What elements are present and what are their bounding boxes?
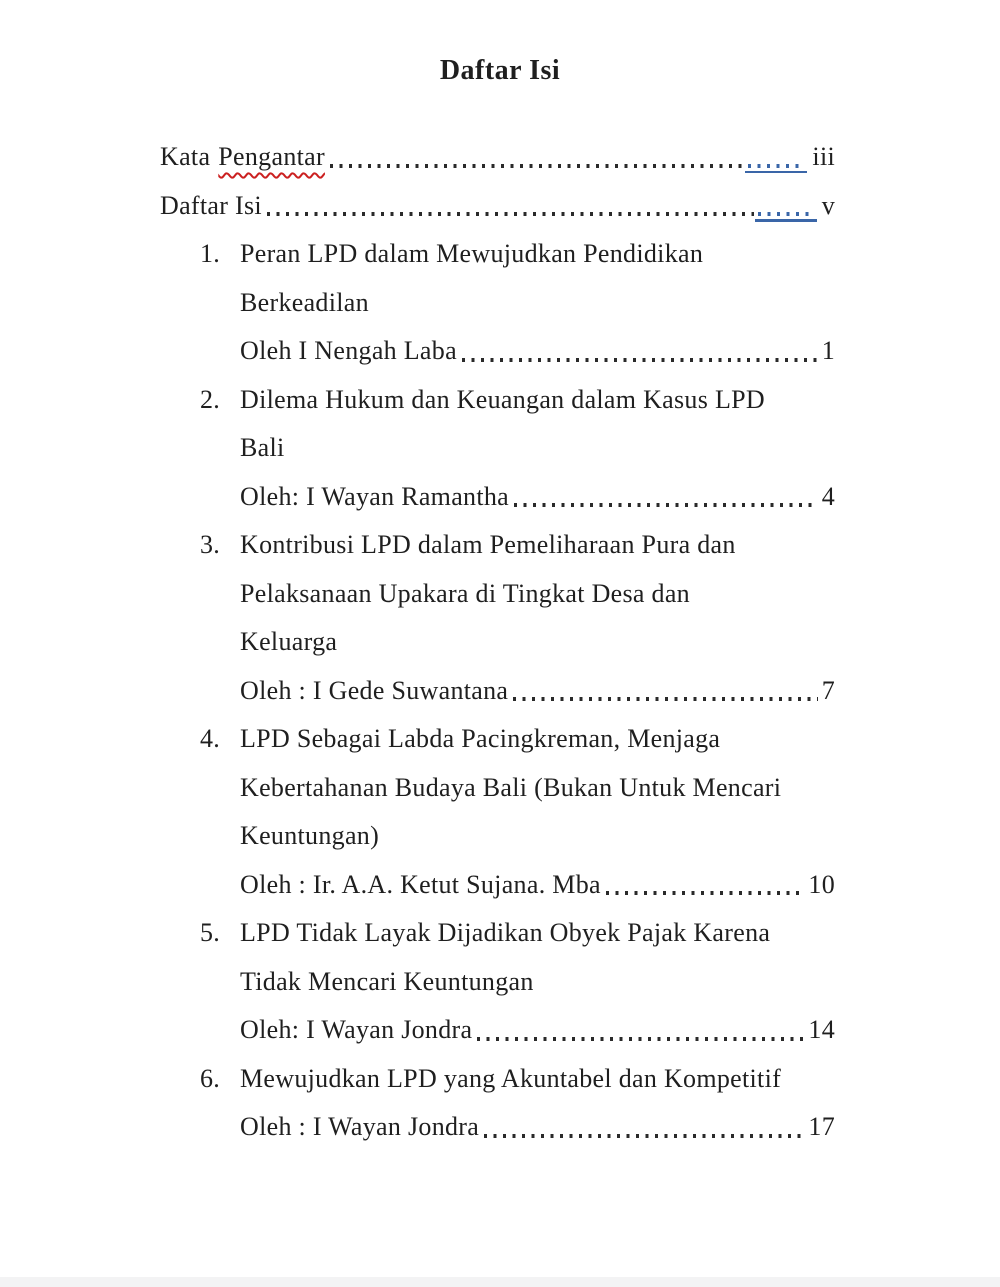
item-title-line: Mewujudkan LPD yang Akuntabel dan Kompetitif — [240, 1063, 782, 1093]
item-author-row — [240, 473, 835, 522]
item-body — [240, 376, 835, 522]
item-body — [240, 909, 835, 1055]
dot-leader — [514, 503, 818, 507]
toc-entry-daftar-isi — [160, 182, 835, 231]
document-page — [0, 54, 1000, 1152]
item-title-line: Peran LPD dalam Mewujudkan Pendidikan — [240, 239, 704, 268]
item-page-number: 4 — [821, 481, 835, 511]
toc-item — [160, 521, 835, 715]
toc-entry-label: Daftar Isi — [160, 190, 262, 220]
item-author: Oleh : I Wayan Jondra — [240, 1112, 480, 1141]
dot-leader — [477, 1037, 804, 1041]
item-author-row — [240, 667, 835, 716]
item-author: Oleh I Nengah Laba — [240, 336, 457, 365]
bottom-scroll-strip — [0, 1277, 1000, 1287]
item-author: Oleh: I Wayan Jondra — [240, 1015, 473, 1044]
item-author-row — [240, 1006, 835, 1055]
item-number: 3. — [200, 530, 221, 559]
toc-entry-label: Kata — [160, 142, 211, 171]
item-body — [240, 521, 835, 715]
item-body — [240, 1055, 835, 1152]
item-title-line: Pelaksanaan Upakara di Tingkat Desa dan — [240, 578, 690, 608]
item-title-line: Keluarga — [240, 627, 338, 656]
item-author-row — [240, 327, 835, 376]
item-number: 1. — [200, 239, 221, 268]
dot-leader — [330, 164, 744, 168]
item-title-line: Kontribusi LPD dalam Pemeliharaan Pura dan — [240, 530, 736, 559]
page-title: Daftar Isi — [439, 55, 561, 86]
dot-leader — [267, 212, 754, 216]
item-number: 5. — [200, 918, 221, 947]
item-author-row — [240, 861, 835, 910]
toc-page-number: v — [821, 190, 835, 220]
toc-item — [160, 909, 835, 1055]
item-title-line: Kebertahanan Budaya Bali (Bukan Untuk Mencari — [240, 772, 782, 802]
toc-page-number: iii — [812, 142, 835, 171]
item-page-number: 10 — [808, 869, 835, 899]
toc-item — [160, 1055, 835, 1152]
item-author: Oleh : Ir. A.A. Ketut Sujana. Mba — [240, 869, 601, 899]
item-body — [240, 715, 835, 909]
dot-leader — [462, 358, 818, 362]
item-author: Oleh : I Gede Suwantana — [240, 675, 509, 705]
item-title-line: LPD Sebagai Labda Pacingkreman, Menjaga — [240, 724, 721, 753]
item-page-number: 1 — [821, 336, 835, 365]
item-number: 2. — [200, 384, 221, 414]
toc-item — [160, 715, 835, 909]
toc-entry-label-misspelled: Pengantar — [218, 142, 325, 171]
toc-item — [160, 376, 835, 522]
toc-item — [160, 230, 835, 376]
item-page-number: 14 — [808, 1015, 835, 1044]
dot-leader — [484, 1134, 804, 1138]
item-title-line: Berkeadilan — [240, 287, 369, 317]
item-title-line: Tidak Mencari Keuntungan — [240, 966, 534, 996]
item-title-line: Keuntungan) — [240, 821, 380, 850]
toc-entry-kata-pengantar — [160, 133, 835, 182]
item-title-line: Dilema Hukum dan Keuangan dalam Kasus LPD — [240, 384, 765, 414]
item-page-number: 7 — [821, 675, 835, 705]
table-of-contents — [160, 133, 835, 1152]
item-author-row — [240, 1103, 835, 1152]
dot-leader — [513, 697, 817, 701]
item-number: 6. — [200, 1063, 221, 1093]
item-number: 4. — [200, 724, 221, 753]
item-title-line: LPD Tidak Layak Dijadikan Obyek Pajak Karena — [240, 918, 771, 947]
hyperlink-leader[interactable] — [748, 164, 804, 168]
item-body — [240, 230, 835, 376]
item-page-number: 17 — [808, 1112, 835, 1141]
item-title-line: Bali — [240, 433, 285, 462]
item-author: Oleh: I Wayan Ramantha — [240, 481, 509, 511]
dot-leader — [606, 891, 805, 895]
hyperlink-leader[interactable] — [758, 212, 814, 216]
